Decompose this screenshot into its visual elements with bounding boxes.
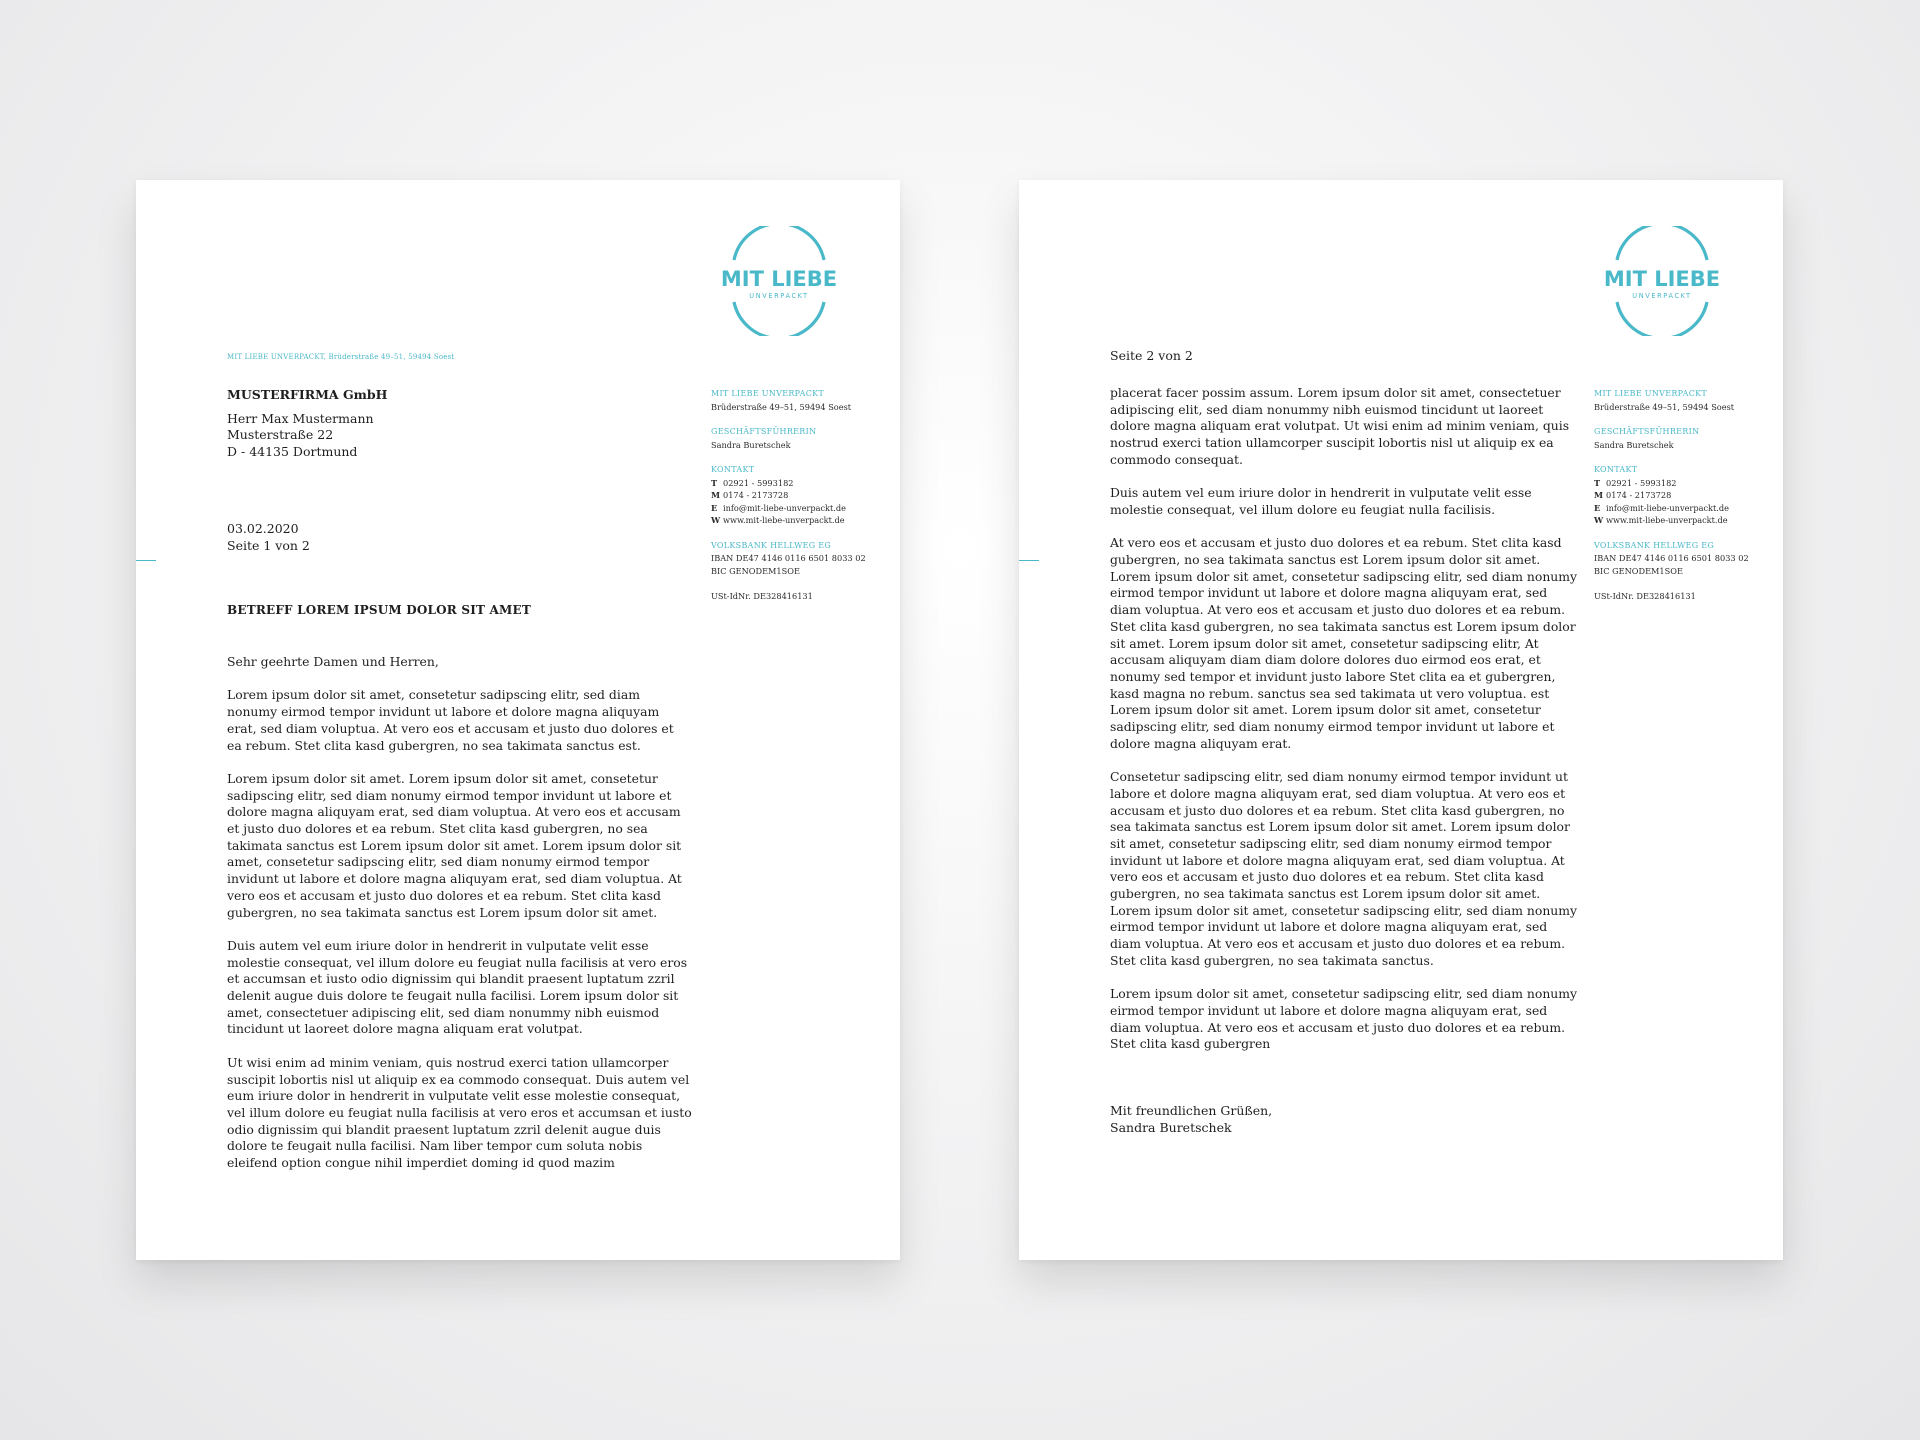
email-value: info@mit-liebe-unverpackt.de [723, 502, 846, 513]
fold-mark [1019, 560, 1039, 561]
sidebar-heading: VOLKSBANK HELLWEG EG [711, 540, 832, 550]
contact-email [711, 502, 891, 515]
sidebar-company [711, 388, 891, 413]
sidebar-contact [1594, 464, 1774, 527]
phone-value: 02921 - 5993182 [1606, 477, 1677, 488]
body-paragraph: Lorem ipsum dolor sit amet, consetetur sadipscing elitr, sed diam nonumy eirmod tempor invidunt ut labore et dolore magna aliquyam erat, sed diam voluptua. At vero eos et accusam et justo duo dolores et ea rebum. Stet clita kasd gubergren, no sea takimata sanctus est. [227, 687, 674, 753]
sidebar-company [1594, 388, 1774, 413]
logo-title: MIT LIEBE [720, 267, 838, 291]
closing-greeting: Mit freundlichen Grüßen, [1110, 1103, 1273, 1118]
body-paragraph: Lorem ipsum dolor sit amet. Lorem ipsum dolor sit amet, consetetur sadipscing elitr, sed diam nonumy eirmod tempor invidunt ut labore et dolore magna aliquyam erat, sed diam voluptua. At vero eos et accusam et justo duo dolores et ea rebum. Stet clita kasd gubergren, no sea takimata sanctus est Lorem ipsum dolor sit amet. Lorem ipsum dolor sit amet, consetetur sadipscing elitr, sed diam nonumy eirmod tempor invidunt ut labore et dolore magna aliquyam erat, sed diam voluptua. At vero eos et accusam et justo duo dolores et ea rebum. Stet clita kasd gubergren, no sea takimata sanctus est Lorem ipsum dolor sit amet. [227, 770, 682, 920]
body-paragraph: At vero eos et accusam et justo duo dolores et ea rebum. Stet clita kasd gubergren, no sea takimata sanctus est Lorem ipsum dolor sit amet. Lorem ipsum dolor sit amet, consetetur sadipscing elitr, sed diam nonumy eirmod tempor invidunt ut labore et dolore magna aliquyam erat, sed diam voluptua. At vero eos et accusam et justo duo dolores et ea rebum. Stet clita kasd gubergren, no sea takimata sanctus est Lorem ipsum dolor sit amet. Lorem ipsum dolor sit amet, consetetur sadipscing elitr, At accusam aliquyam diam diam dolore dolores duo eirmod eos erat, et nonumy sed tempor et invidunt justo labore Stet clita ea et gubergren, kasd magna no rebum. sanctus sea sed takimata ut vero voluptua. est Lorem ipsum dolor sit amet. Lorem ipsum dolor sit amet, consetetur sadipscing elitr, sed diam nonumy eirmod tempor invidunt ut labore et dolore magna aliquyam erat. [1110, 535, 1578, 751]
vat-id: USt-IdNr. DE328416131 [711, 591, 813, 601]
mobile-value: 0174 - 2173728 [1606, 490, 1672, 500]
letter-body-page-1 [227, 654, 692, 1188]
date-block [227, 521, 310, 554]
web-label: W [1594, 515, 1604, 525]
email-label: E [711, 502, 718, 513]
sidebar-heading: GESCHÄFTSFÜHRERIN [1594, 427, 1700, 436]
contact-web [711, 514, 891, 527]
body-paragraph: Lorem ipsum dolor sit amet, consetetur sadipscing elitr, sed diam nonumy eirmod tempor invidunt ut labore et dolore magna aliquyam erat, sed diam voluptua. At vero eos et accusam et justo duo dolores et ea rebum. Stet clita kasd gubergren [1110, 986, 1578, 1052]
company-info-sidebar [711, 388, 891, 616]
body-paragraph: Ut wisi enim ad minim veniam, quis nostrud exerci tation ullamcorper suscipit lobortis nisl ut aliquip ex ea commodo consequat. Duis autem vel eum iriure dolor in hendrerit in vulputate velit esse molestie consequat, vel illum dolore eu feugiat nulla facilisis at vero eros et accumsan et iusto odio dignissim qui blandit praesent luptatum zzril delenit augue duis dolore te feugait nulla facilisi. Nam liber tempor cum soluta nobis eleifend option congue nihil imperdiet doming id quod mazim [227, 1054, 692, 1171]
company-info-sidebar [1594, 388, 1774, 616]
contact-web [1594, 514, 1774, 527]
fold-mark [136, 560, 156, 561]
sidebar-heading: GESCHÄFTSFÜHRERIN [711, 427, 817, 436]
page-number: Seite 2 von 2 [1110, 348, 1193, 363]
sidebar-heading: KONTAKT [1594, 465, 1638, 474]
vat-id: USt-IdNr. DE328416131 [1594, 591, 1696, 601]
body-paragraph: placerat facer possim assum. Lorem ipsum dolor sit amet, consectetuer adipiscing elit, sed diam nonummy nibh euismod tincidunt ut laoreet dolore magna aliquam erat volutpat. Ut wisi enim ad minim veniam, quis nostrud exerci tation ullamcorper suscipit lobortis nisl ut aliquip ex ea commodo consequat. [1110, 385, 1570, 467]
bic: BIC GENODEM1SOE [711, 565, 800, 576]
contact-email [1594, 502, 1774, 515]
web-label: W [711, 515, 721, 525]
logo-title: MIT LIEBE [1603, 267, 1721, 291]
sidebar-vat [1594, 590, 1774, 603]
body-paragraph: Duis autem vel eum iriure dolor in hendrerit in vulputate velit esse molestie consequat, vel illum dolore eu feugiat nulla facilisis. [1110, 485, 1532, 517]
salutation: Sehr geehrte Damen und Herren, [227, 654, 439, 669]
letter-page-2 [1019, 180, 1783, 1260]
signer-name: Sandra Buretschek [1110, 1119, 1232, 1135]
iban: IBAN DE47 4146 0116 6501 8033 02 [711, 553, 866, 563]
ceo-name: Sandra Buretschek [711, 439, 791, 450]
ceo-name: Sandra Buretschek [1594, 439, 1674, 450]
sender-line: MIT LIEBE UNVERPACKT, Brüderstraße 49–51, 59494 Soest [227, 353, 455, 361]
sidebar-bank [1594, 540, 1774, 578]
bic: BIC GENODEM1SOE [1594, 565, 1683, 576]
contact-phone [1594, 477, 1774, 490]
web-value: www.mit-liebe-unverpackt.de [723, 515, 845, 525]
contact-phone [711, 477, 891, 490]
logo-arc-top [1617, 226, 1707, 260]
logo-subtitle: UNVERPACKT [749, 292, 809, 300]
letter-subject: BETREFF LOREM IPSUM DOLOR SIT AMET [227, 603, 532, 617]
mit-liebe-logo [1599, 226, 1725, 336]
sidebar-heading: MIT LIEBE UNVERPACKT [1594, 389, 1708, 398]
recipient-company: MUSTERFIRMA GmbH [227, 387, 388, 402]
page-number: Seite 1 von 2 [227, 537, 310, 553]
logo-arc-bottom [1617, 302, 1707, 336]
closing-block [1110, 1103, 1272, 1136]
recipient-name: Herr Max Mustermann [227, 410, 374, 426]
logo-arc-bottom [734, 302, 824, 336]
sidebar-heading: MIT LIEBE UNVERPACKT [711, 389, 825, 398]
phone-label: T [711, 477, 718, 488]
mobile-label: M [1594, 490, 1604, 500]
mobile-value: 0174 - 2173728 [723, 490, 789, 500]
recipient-street: Musterstraße 22 [227, 427, 334, 442]
recipient-city: D - 44135 Dortmund [227, 443, 358, 459]
contact-mobile [711, 489, 891, 502]
logo-subtitle: UNVERPACKT [1632, 292, 1692, 300]
sidebar-vat [711, 590, 891, 603]
company-address: Brüderstraße 49–51, 59494 Soest [711, 401, 852, 412]
contact-mobile [1594, 489, 1774, 502]
recipient-address [227, 387, 387, 460]
sidebar-bank [711, 540, 891, 578]
company-address: Brüderstraße 49–51, 59494 Soest [1594, 401, 1735, 412]
mit-liebe-logo [716, 226, 842, 336]
sidebar-heading: KONTAKT [711, 465, 755, 474]
body-paragraph: Duis autem vel eum iriure dolor in hendrerit in vulputate velit esse molestie consequat, vel illum dolore eu feugiat nulla facilisis at vero eros et accumsan et iusto odio dignissim qui blandit praesent luptatum zzril delenit augue duis dolore te feugait nulla facilisi. Lorem ipsum dolor sit amet, consectetuer adipiscing elit, sed diam nonummy nibh euismod tincidunt ut laoreet dolore magna aliquam erat volutpat. [227, 937, 688, 1037]
iban: IBAN DE47 4146 0116 6501 8033 02 [1594, 553, 1749, 563]
phone-value: 02921 - 5993182 [723, 477, 794, 488]
email-value: info@mit-liebe-unverpackt.de [1606, 502, 1729, 513]
letter-page-1 [136, 180, 900, 1260]
sidebar-ceo [711, 426, 891, 451]
body-paragraph: Consetetur sadipscing elitr, sed diam nonumy eirmod tempor invidunt ut labore et dolore magna aliquyam erat, sed diam voluptua. At vero eos et accusam et justo duo dolores et ea rebum. Stet clita kasd gubergren, no sea takimata sanctus est Lorem ipsum dolor sit amet. Lorem ipsum dolor sit amet, consetetur sadipscing elitr, sed diam nonumy eirmod tempor invidunt ut labore et dolore magna aliquyam erat, sed diam voluptua. At vero eos et accusam et justo duo dolores et ea rebum. Stet clita kasd gubergren, no sea takimata sanctus est Lorem ipsum dolor sit amet. Lorem ipsum dolor sit amet, consetetur sadipscing elitr, sed diam nonumy eirmod tempor invidunt ut labore et dolore magna aliquyam erat, sed diam voluptua. At vero eos et accusam et justo duo dolores et ea rebum. Stet clita kasd gubergren, no sea takimata sanctus. [1110, 769, 1578, 968]
sidebar-contact [711, 464, 891, 527]
sidebar-ceo [1594, 426, 1774, 451]
letter-date: 03.02.2020 [227, 521, 299, 536]
mobile-label: M [711, 490, 721, 500]
logo-arc-top [734, 226, 824, 260]
email-label: E [1594, 502, 1601, 513]
sidebar-heading: VOLKSBANK HELLWEG EG [1594, 540, 1715, 550]
web-value: www.mit-liebe-unverpackt.de [1606, 515, 1728, 525]
letter-body-page-2 [1110, 385, 1580, 1070]
phone-label: T [1594, 477, 1601, 488]
